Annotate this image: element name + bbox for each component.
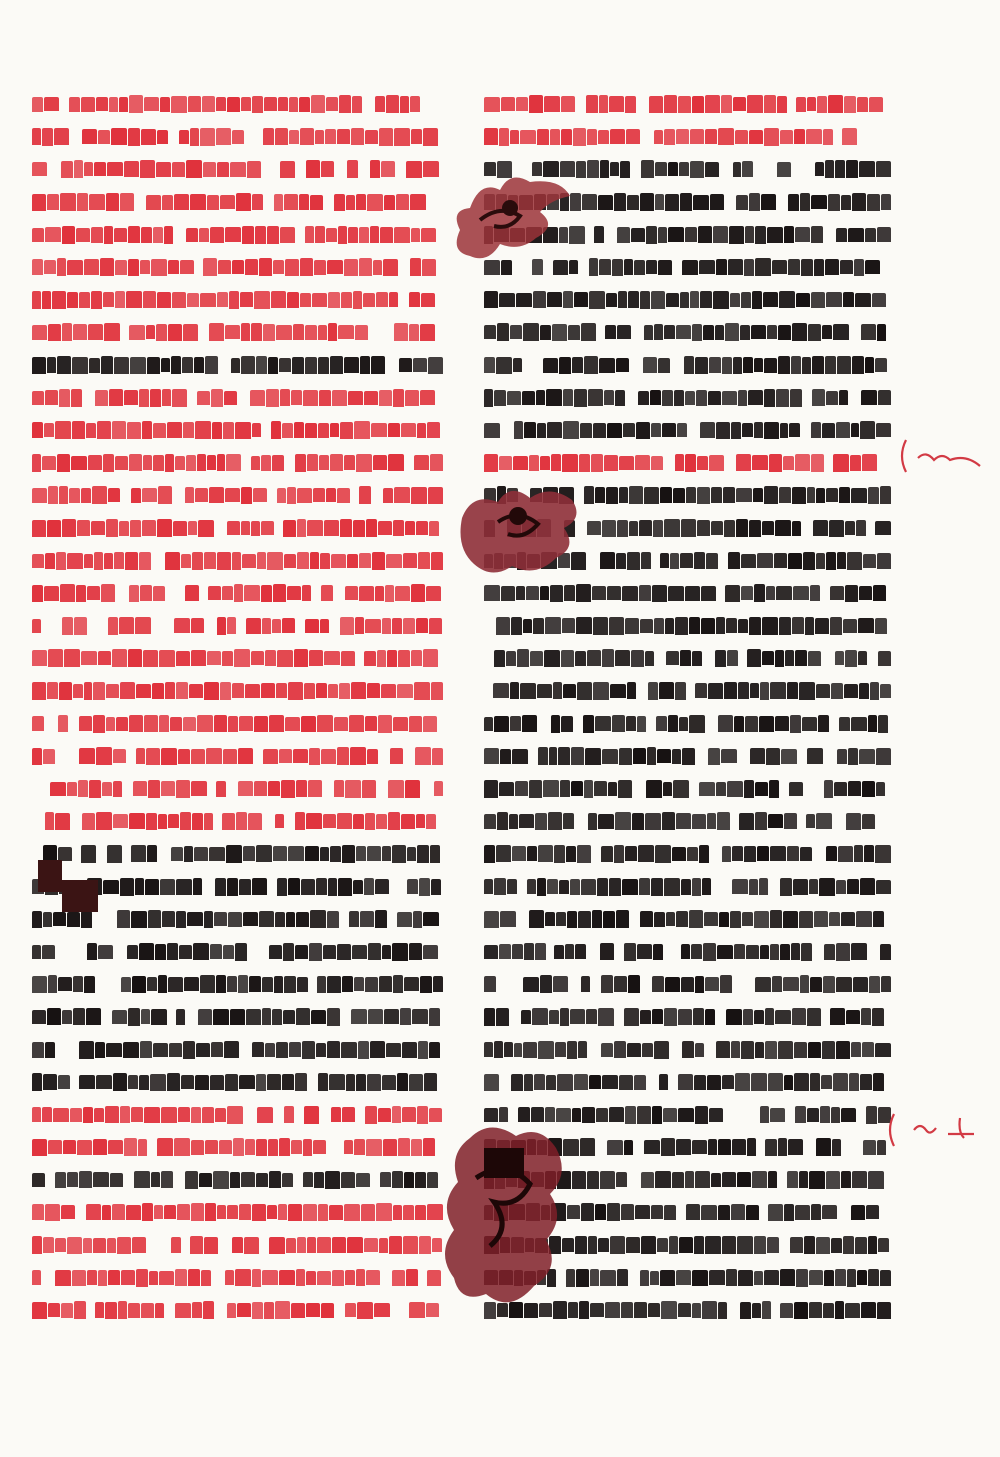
text-line	[484, 316, 892, 349]
text-line	[32, 1196, 444, 1229]
text-line	[32, 1098, 444, 1131]
text-line	[32, 740, 444, 773]
text-line	[484, 88, 892, 121]
text-line	[484, 707, 892, 740]
text-line	[32, 349, 444, 382]
text-line	[32, 414, 444, 447]
text-line	[32, 1033, 444, 1066]
text-line	[484, 284, 892, 317]
text-line	[484, 838, 892, 871]
marginal-note-icon	[884, 1108, 984, 1148]
text-line	[32, 675, 444, 708]
text-line	[484, 447, 892, 480]
text-line	[32, 805, 444, 838]
text-line	[484, 381, 892, 414]
text-line	[32, 1164, 444, 1197]
text-line	[484, 870, 892, 903]
text-line	[484, 1066, 892, 1099]
text-line	[484, 642, 892, 675]
text-line	[32, 1294, 444, 1327]
text-line	[32, 447, 444, 480]
marginal-note-icon	[896, 436, 986, 476]
text-line	[32, 610, 444, 643]
text-line	[484, 935, 892, 968]
text-line	[32, 544, 444, 577]
foliage-initial-icon	[430, 1118, 580, 1318]
text-line	[484, 349, 892, 382]
text-line	[32, 479, 444, 512]
text-line	[484, 903, 892, 936]
text-line	[484, 968, 892, 1001]
text-line	[32, 153, 444, 186]
foliage-initial-icon	[452, 478, 592, 588]
text-line	[32, 642, 444, 675]
text-line	[32, 1229, 444, 1262]
text-line	[32, 707, 444, 740]
foliage-initial-icon	[440, 160, 580, 280]
left-text-column	[32, 88, 444, 1327]
text-line	[32, 88, 444, 121]
text-line	[484, 772, 892, 805]
text-line	[32, 772, 444, 805]
text-line	[484, 740, 892, 773]
text-line	[32, 1066, 444, 1099]
block-initial-icon	[36, 858, 100, 914]
text-line	[32, 1261, 444, 1294]
text-line	[484, 121, 892, 154]
text-line	[32, 218, 444, 251]
text-line	[484, 805, 892, 838]
text-line	[32, 284, 444, 317]
text-line	[32, 186, 444, 219]
text-line	[32, 935, 444, 968]
text-line	[484, 1033, 892, 1066]
text-line	[484, 610, 892, 643]
text-line	[32, 512, 444, 545]
text-line	[32, 968, 444, 1001]
text-line	[32, 577, 444, 610]
text-line	[32, 251, 444, 284]
text-line	[32, 316, 444, 349]
text-line	[484, 414, 892, 447]
text-line	[32, 1131, 444, 1164]
text-line	[32, 121, 444, 154]
text-line	[32, 1001, 444, 1034]
text-line	[484, 675, 892, 708]
text-line	[32, 381, 444, 414]
text-line	[484, 1001, 892, 1034]
